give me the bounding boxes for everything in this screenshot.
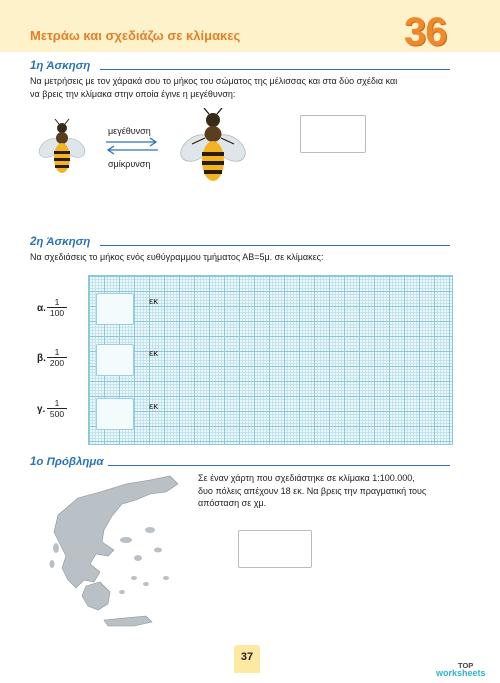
problem1-answer-box[interactable] bbox=[238, 530, 312, 568]
chapter-number: 36 bbox=[404, 10, 447, 54]
exercise1-text-line1: Να μετρήσεις με τον χάρακά σου το μήκος του σώματος της μέλισσας και στα δύο σχέδια και bbox=[30, 76, 398, 86]
exercise1-text-line2: να βρεις την κλίμακα στην οποία έγινε η μεγέθυνση: bbox=[30, 88, 236, 99]
row-c-fraction bbox=[47, 398, 67, 419]
exercise1-answer-box[interactable] bbox=[300, 115, 366, 153]
row-b-numerator: 1 bbox=[47, 347, 67, 358]
problem1-text-line2: δυο πόλεις απέχουν 18 εκ. Να βρεις την πραγματική τους bbox=[198, 485, 427, 496]
exercise2-divider bbox=[100, 245, 450, 246]
exercise1-text bbox=[30, 75, 470, 100]
row-a-unit: εκ bbox=[149, 296, 158, 307]
row-b-denominator: 200 bbox=[49, 358, 65, 368]
problem1-title: 1ο Πρόβλημα bbox=[30, 456, 104, 468]
exercise2-text: Να σχεδιάσεις το μήκος ενός ευθύγραμμου τμήματος ΑΒ=5μ. σε κλίμακες: bbox=[30, 252, 324, 262]
row-c-answer-box[interactable] bbox=[96, 398, 134, 430]
row-b-fraction bbox=[47, 347, 67, 368]
exercise1-title: 1η Άσκηση bbox=[30, 60, 91, 72]
logo-top-text: TOP bbox=[458, 661, 474, 670]
greece-map-image bbox=[38, 470, 188, 635]
row-a-denominator: 100 bbox=[49, 308, 65, 318]
problem1-text bbox=[198, 472, 458, 510]
problem1-text-line1: Σε έναν χάρτη που σχεδιάστηκε σε κλίμακα 1:100.000, bbox=[198, 473, 415, 483]
row-c-denominator: 500 bbox=[49, 409, 65, 419]
page-number: 37 bbox=[240, 651, 254, 663]
row-b-unit: εκ bbox=[149, 348, 158, 359]
logo-bottom-text: worksheets bbox=[436, 668, 486, 678]
arrow-bottom-label: σμίκρυνση bbox=[108, 159, 151, 169]
page-title: Μετράω και σχεδιάζω σε κλίμακες bbox=[30, 28, 241, 43]
exercise2-title: 2η Άσκηση bbox=[30, 236, 91, 248]
graph-paper-grid[interactable] bbox=[88, 275, 453, 445]
row-a-answer-box[interactable] bbox=[96, 293, 134, 325]
small-bee-image bbox=[36, 118, 88, 180]
arrow-top-label: μεγέθυνση bbox=[108, 126, 151, 136]
problem1-text-line3: απόσταση σε χμ. bbox=[198, 498, 267, 508]
row-c-letter: γ. bbox=[37, 404, 46, 415]
row-c-unit: εκ bbox=[149, 401, 158, 412]
large-bee-image bbox=[178, 108, 248, 188]
row-c-numerator: 1 bbox=[47, 398, 67, 409]
exercise1-divider bbox=[100, 69, 450, 70]
row-b-letter: β. bbox=[37, 353, 46, 364]
problem1-divider bbox=[108, 465, 450, 466]
row-b-answer-box[interactable] bbox=[96, 344, 134, 376]
double-arrow-icon bbox=[104, 137, 160, 155]
row-a-letter: α. bbox=[37, 303, 46, 314]
row-a-fraction bbox=[47, 297, 67, 318]
row-a-numerator: 1 bbox=[47, 297, 67, 308]
